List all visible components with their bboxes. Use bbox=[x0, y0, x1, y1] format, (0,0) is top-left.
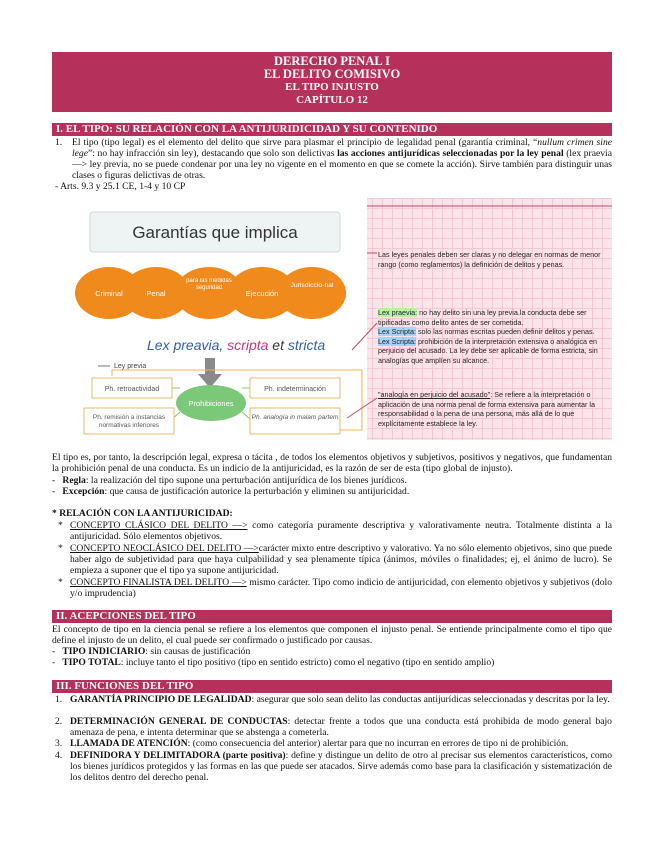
text-run: : la realización del tipo supone una perturbación antijurídica de los bienes jurídicos. bbox=[85, 475, 407, 486]
item-number: 4. bbox=[55, 750, 63, 761]
concepto-neoclasico bbox=[70, 543, 612, 576]
section-1-item-1 bbox=[72, 137, 612, 181]
circle-label: para las medidas seguridad bbox=[186, 278, 232, 291]
highlight-term: Lex Scripta: bbox=[378, 336, 416, 346]
regla-line: - Regla: la realización del tipo supone una perturbación antijurídica de los bienes jurídicos. bbox=[52, 475, 407, 486]
chapter-title: CAPÍTULO 12 bbox=[296, 94, 368, 106]
bold-phrase: las acciones antijurídicas seleccionadas por la ley penal bbox=[337, 148, 564, 159]
text-run: : define y distingue un delito de otro al precisar sus elementos característicos, como los bienes jurídicos protegidos y las formas en las que puede ser atacados. Sirve además como base para la clasificación y sistematización de los delitos dentro del derecho penal. bbox=[70, 750, 612, 783]
bullet-asterisk: * bbox=[58, 543, 63, 554]
note-text: : Se refiere a la interpretación o aplicación de una norma penal de forma extensiva para aumentar la responsabilidad o la pena de una persona, más allá de lo que explícitamente establece la ley. bbox=[378, 390, 595, 428]
tipo-total-line: - TIPO TOTAL: incluye tanto el tipo positivo (tipo en sentido estricto) como el negativo (tipo en sentido amplio) bbox=[52, 657, 495, 668]
lex-stricta: stricta bbox=[287, 337, 326, 353]
highlight-term: Lex praevia: bbox=[378, 308, 418, 317]
section-1-heading: I. EL TIPO: SU RELACIÓN CON LA ANTIJURIDICIDAD Y SU CONTENIDO bbox=[52, 123, 612, 136]
circle-label: Ejecución bbox=[245, 289, 279, 298]
lex-praevia: Lex preavia, bbox=[147, 337, 228, 353]
circle-label: Penal bbox=[146, 289, 166, 298]
bold-label: TIPO TOTAL bbox=[62, 657, 121, 668]
note-analogia bbox=[378, 390, 608, 428]
text-run: El tipo (tipo legal) es el elemento del delito que sirve para plasmar el principio de legalidad penal (garantía criminal, “ bbox=[72, 137, 538, 148]
text-run: : que causa de justificación autorice la perturbación y eliminen su antijuricidad. bbox=[104, 486, 410, 497]
infographic-title: Garantías que implica bbox=[132, 223, 298, 242]
latin-phrase: nullum crimen sine lege bbox=[72, 137, 613, 159]
highlight-term: Lex Scripta: bbox=[378, 327, 416, 336]
bold-label: DEFINIDORA Y DELIMITADORA (parte positiva) bbox=[70, 750, 286, 761]
concepto-clasico bbox=[70, 520, 612, 542]
text-run: : sin causas de justificación bbox=[145, 646, 251, 657]
underlined-label: CONCEPTO CLÁSICO DEL DELITO —> bbox=[70, 520, 248, 531]
item-number: 1. bbox=[55, 694, 63, 705]
articles-reference: - Arts. 9.3 y 25.1 CE, 1-4 y 10 CP bbox=[55, 181, 186, 192]
note-claridad: Las leyes penales deben ser claras y no delegar en normas de menor rango (como reglamentos) la definición de delitos y penas. bbox=[378, 250, 601, 269]
bullet-asterisk: * bbox=[58, 577, 63, 588]
bold-label: DETERMINACIÓN GENERAL DE CONDUCTAS bbox=[70, 716, 288, 727]
funcion-2 bbox=[70, 716, 612, 738]
bold-label: Excepción bbox=[62, 486, 105, 497]
note-text: solo las normas escritas pueden definir delitos y penas. bbox=[415, 327, 595, 336]
concepto-finalista bbox=[70, 577, 612, 599]
box-label: Ph. analogía in malam partem bbox=[251, 414, 339, 421]
funcion-1 bbox=[70, 694, 612, 705]
text-run: (lex praevia —> ley previa, no se puede condenar por una ley no vigente en el momento en que se comete la acción). Sirve también para distinguir unas clases o figuras delictivas de otras. bbox=[72, 148, 612, 181]
tipo-indiciario-line: - TIPO INDICIARIO: sin causas de justificación bbox=[52, 646, 251, 657]
funcion-4 bbox=[70, 750, 612, 783]
subtopic-title: EL TIPO INJUSTO bbox=[285, 81, 379, 93]
text-run: : detectar frente a todos que una conducta está prohibida de modo general bajo amenaza de pena, e intenta determinar que se abstenga a cometerla. bbox=[70, 716, 612, 738]
ley-previa-label: Ley previa bbox=[114, 363, 147, 370]
note-lex bbox=[378, 308, 608, 365]
underlined-label: CONCEPTO FINALISTA DEL DELITO —> bbox=[70, 577, 247, 588]
bullet-asterisk: * bbox=[58, 520, 63, 531]
text-run: como categoría puramente descriptiva y valorativamente neutra. Totalmente distinta a la antijuricidad. Sólo elementos objetivos. bbox=[70, 520, 612, 542]
down-arrow-shaft bbox=[205, 358, 215, 374]
box-label: Ph. retroactividad bbox=[104, 386, 160, 393]
text-run: carácter mixto entre descriptivo y valorativo. Ya no sólo elemento objetivos, sino que puede haber algo de subjetividad para que haya culpabilidad y sea plenamente típica (ánimos, móviles o finalidades; ej, el ánimo de lucro). Se empieza a suponer que el tipo ya supone antijuricidad. bbox=[70, 543, 613, 576]
text-run: mismo carácter. Tipo como indicio de antijuricidad, con elemento objetivos y subjetivos (dolo y/o imprudencia) bbox=[70, 577, 612, 599]
relacion-heading: * RELACIÓN CON LA ANTIJURICIDAD: bbox=[52, 508, 233, 519]
underlined-term: "analogía en perjuicio del acusado" bbox=[378, 390, 491, 399]
bold-label: LLAMADA DE ATENCIÓN bbox=[70, 738, 188, 749]
item-number: 2. bbox=[55, 716, 63, 727]
tipo-definition: El tipo es, por tanto, la descripción legal, expresa o tácita , de todos los elementos objetivos y subjetivos, positivos y negativos, que fundamentan la prohibición penal de una conducta. Es un indicio de la antijuricidad, es la razón de ser de esta (tipo global de injusto). bbox=[52, 452, 612, 474]
underlined-label: CONCEPTO NEOCLÁSICO DEL DELITO —> bbox=[70, 543, 259, 554]
box-label: Ph. remisión a instancias normativas inferiores bbox=[92, 414, 166, 429]
circle-label: Jurisdiccio-nal bbox=[290, 282, 334, 289]
text-run: : (como consecuencia del anterior) alertar para que no incurran en errores de tipo ni de prohibición. bbox=[187, 738, 569, 749]
prohibiciones-label: Prohibiciones bbox=[188, 399, 234, 408]
circle-medidas-label-wrap bbox=[182, 278, 236, 312]
excepcion-line: - Excepción: que causa de justificación autorice la perturbación y eliminen su antijuricidad. bbox=[52, 486, 410, 497]
text-run: ”: no hay infracción sin ley), destacando que solo son delictivas bbox=[87, 148, 338, 159]
bold-label: GARANTÍA PRINCIPIO DE LEGALIDAD bbox=[70, 694, 252, 705]
box-label: Ph. indeterminación bbox=[264, 386, 326, 393]
section-3-heading: III. FUNCIONES DEL TIPO bbox=[52, 680, 612, 693]
circle-label: Criminal bbox=[95, 289, 123, 298]
course-title: DERECHO PENAL I bbox=[274, 54, 390, 68]
guarantees-infographic bbox=[52, 198, 612, 440]
text-run: : asegurar que solo sean delito las conductas antijurídicas seleccionadas y descritas por la ley. bbox=[251, 694, 610, 705]
item-number: 3. bbox=[55, 738, 63, 749]
bold-label: TIPO INDICIARIO bbox=[62, 646, 146, 657]
lex-scripta: scripta bbox=[227, 337, 269, 353]
lex-et: et bbox=[268, 337, 288, 353]
note-text: prohibición de la interpretación extensiva o analógica en perjuicio del acusado. La ley debe ser aplicable de forma estricta, sin analogías que amplíen su alcance. bbox=[378, 336, 598, 365]
bold-label: Regla bbox=[62, 475, 86, 486]
section-2-paragraph: El concepto de tipo en la ciencia penal se refiere a los elementos que componen el injusto penal. Se entiende principalmente como el tipo que define el injusto de un delito, el cual puede ser confirmado o justificado por causas. bbox=[52, 624, 612, 646]
title-block bbox=[52, 52, 612, 112]
lex-phrase bbox=[147, 337, 325, 353]
circle-jurisdiccional-label-wrap bbox=[290, 282, 334, 308]
item-number: 1. bbox=[55, 137, 63, 148]
note-text: no hay delito sin una ley previa.la conducta debe ser tipificadas como delito antes de ser cometida. bbox=[378, 308, 587, 327]
text-run: : incluye tanto el tipo positivo (tipo en sentido estricto) como el negativo (tipo en sentido amplio) bbox=[120, 657, 495, 668]
topic-title: EL DELITO COMISIVO bbox=[263, 67, 401, 81]
section-2-heading: II. ACEPCIONES DEL TIPO bbox=[52, 610, 612, 623]
funcion-3 bbox=[70, 738, 612, 749]
